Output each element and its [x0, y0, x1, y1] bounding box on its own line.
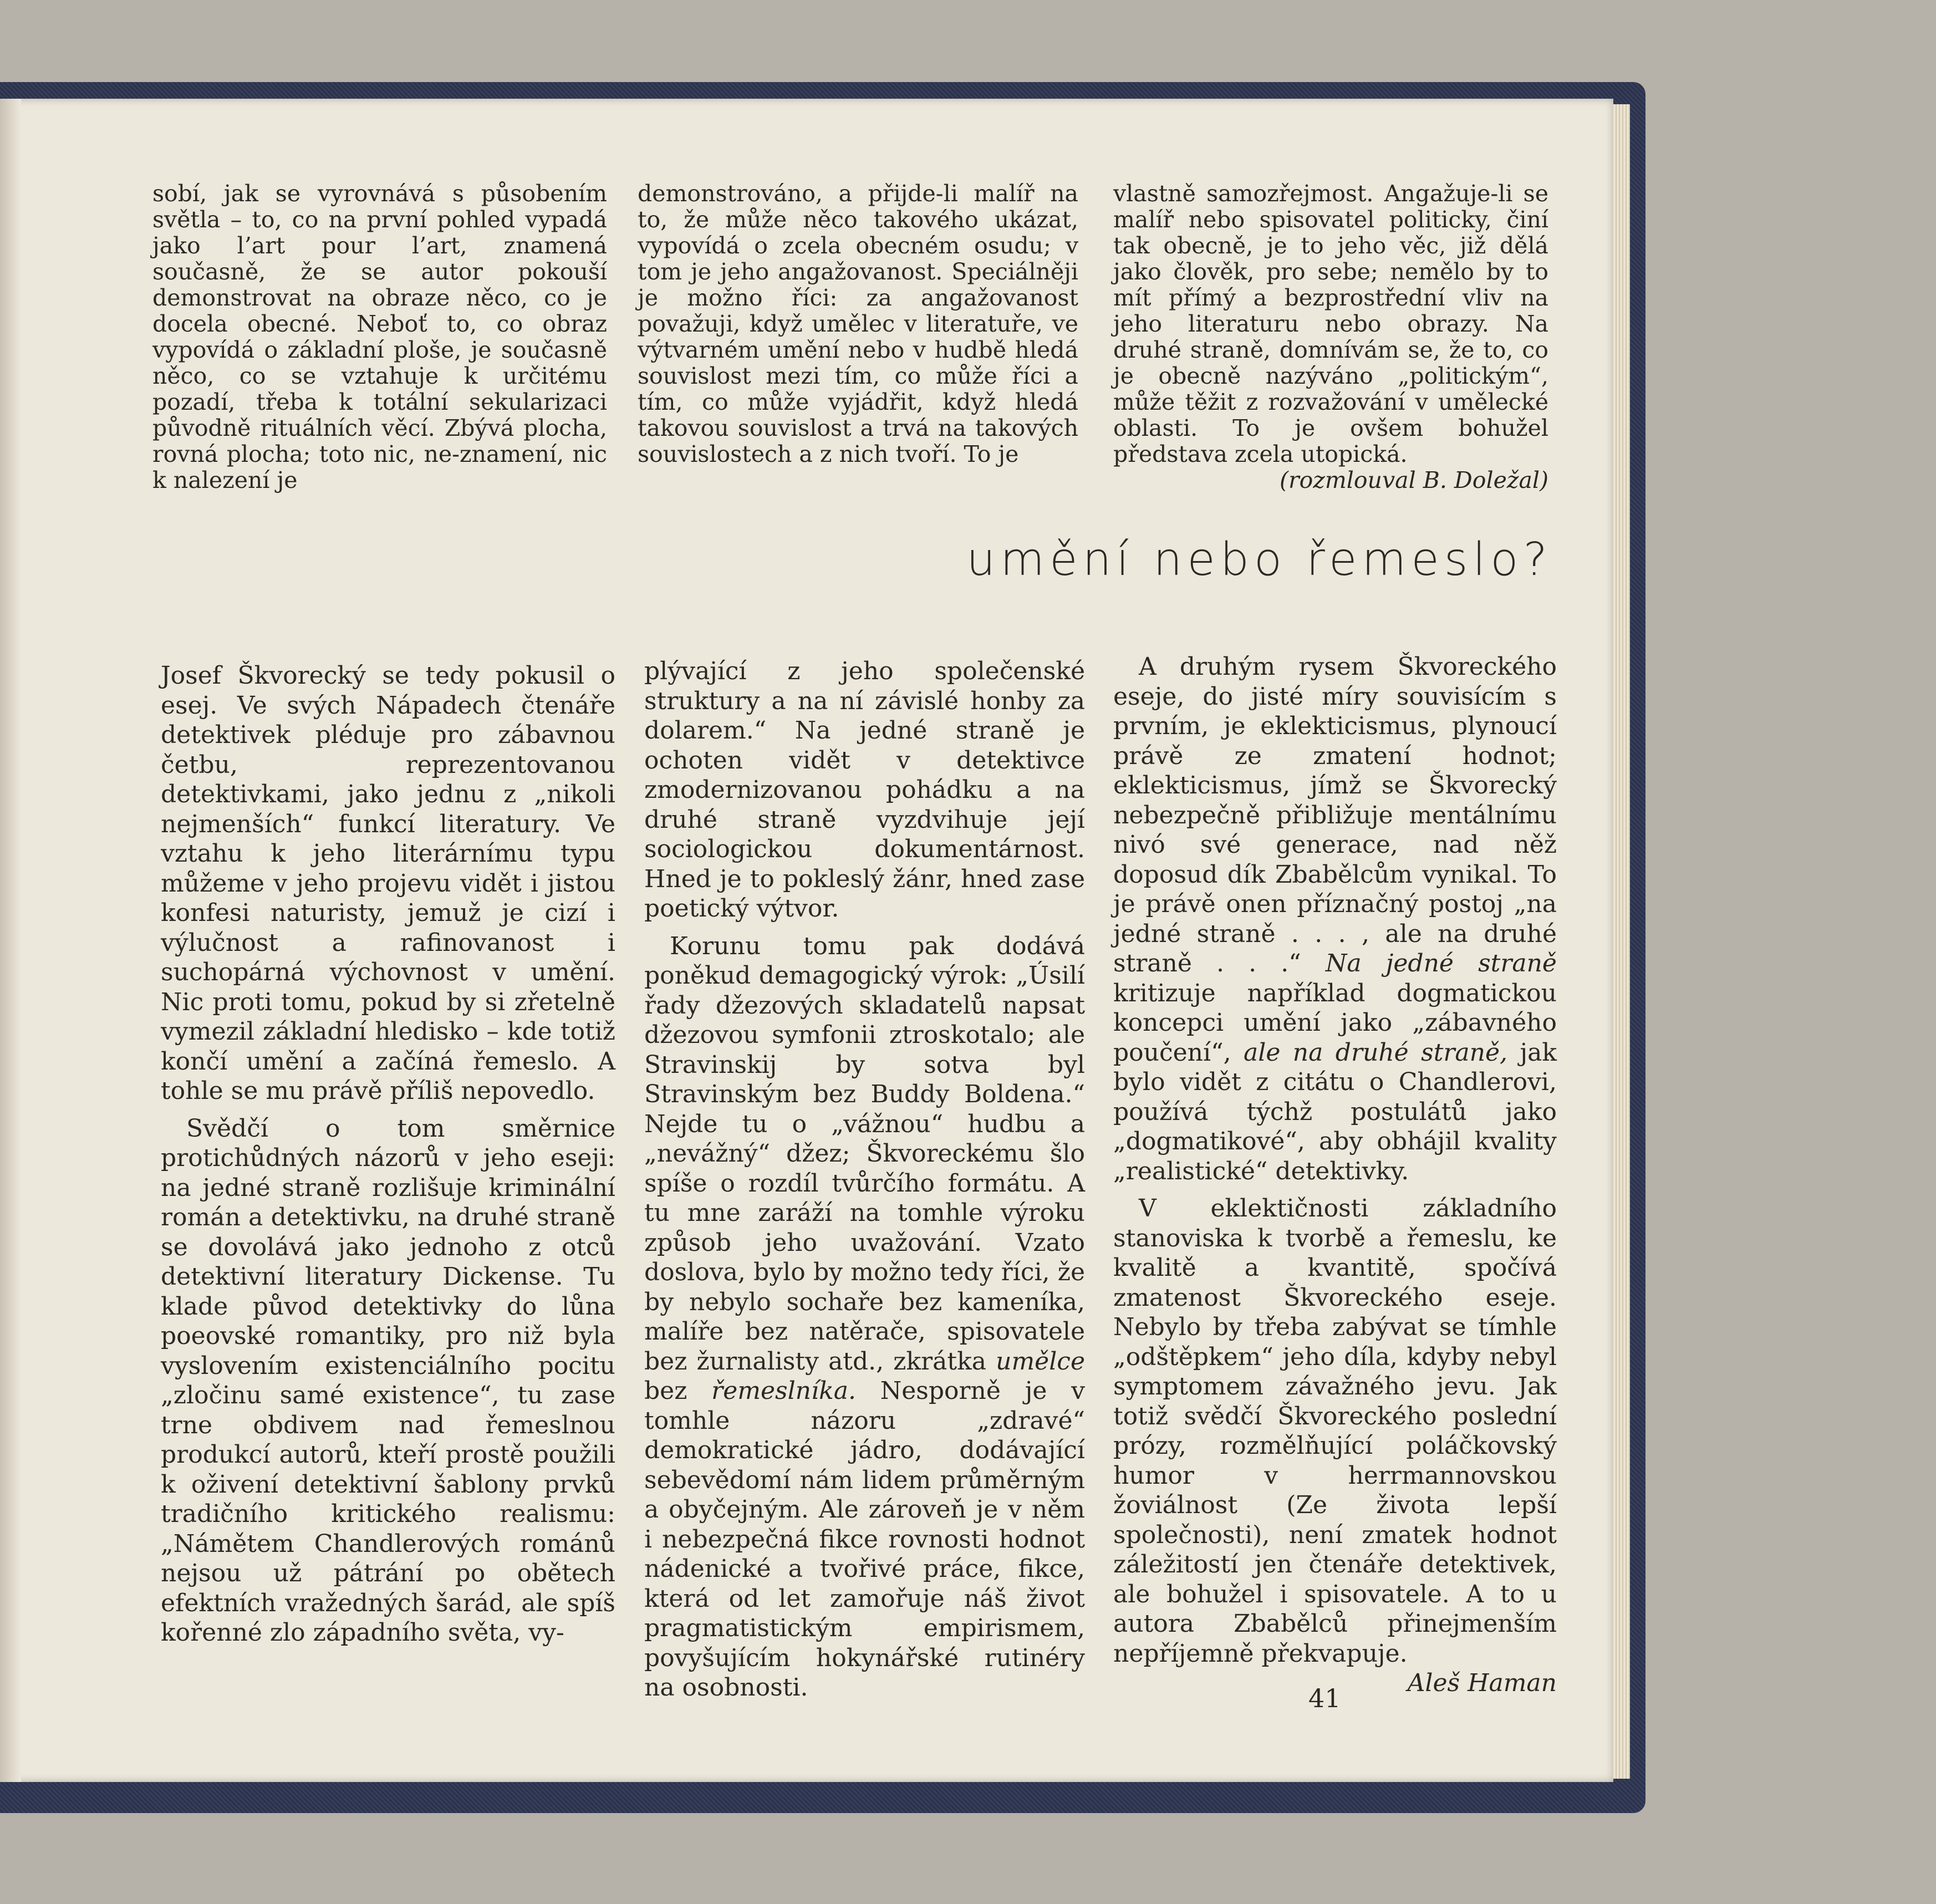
emphasis: Na jedné straně: [1325, 949, 1557, 978]
article-column-2: [644, 656, 1085, 1703]
text-run: bez: [644, 1377, 687, 1405]
interview-text-3: vlastně samozřejmost. Angažuje-li se malíř nebo spisovatel politicky, činí tak obecně, je to jeho věc, již dělá jako člověk, pro sebe; nemělo by to mít přímý a bezprostřední vliv na jeho literaturu nebo obrazy. Na druhé straně, domnívám se, že to, co je obecně nazýváno „politickým“, může těžit z rozvažování v umělecké oblasti. To je ovšem bohužel představa zcela utopická.: [1113, 180, 1548, 467]
emphasis: umělce: [996, 1347, 1085, 1376]
article-paragraph: plývající z jeho společenské struktury a na ní závislé honby za dolarem.“ Na jedné straně je ochoten vidět v detektivce zmodernizovanou pohádku a na druhé straně vyzdvihuje její sociologickou dokumentárnost. Hned je to pokleslý žánr, hned zase poetický výtvor.: [644, 657, 1085, 923]
author-signature: Aleš Haman: [1407, 1669, 1557, 1697]
interview-text-2: demonstrováno, a přijde-li malíř na to, že může něco takového ukázat, vypovídá o zcela obecném osudu; v tom je jeho angažovanost. Speciálněji je možno říci: za angažovanost považuji, když umělec v literatuře, ve výtvarném umění nebo v hudbě hledá souvislost mezi tím, co může říci a tím, co může vyjádřit, když hledá takovou souvislost a trvá na takových souvislostech a z nich tvoří. To je: [638, 180, 1078, 467]
article-headline: umění nebo řemeslo?: [966, 533, 1552, 586]
emphasis: řemeslníka.: [711, 1377, 856, 1405]
text-run: Nesporně je v tomhle názoru „zdravé“ demokratické jádro, dodávající sebevědomí nám lidem průměrným a obyčejným. Ale zároveň je v něm i nebezpečná fikce rovnosti hodnot nádenické a tvořivé práce, fikce, která od let zamořuje náš život pragmatistickým empirismem, povyšujícím hokynářské rutinéry na osobnosti.: [644, 1377, 1085, 1702]
text-run: Korunu tomu pak dodává poněkud demagogický výrok: „Úsilí řady džezových skladatelů napsat džezovou symfonii ztroskotalo; ale Stravinskij by sotva byl Stravinským bez Buddy Boldena.“ Nejde tu o „vážnou“ hudbu a „nevážný“ džez; Škvoreckému šlo spíše o rozdíl tvůrčího formátu. A tu mne zaráží na tomhle výroku způsob jeho uvažování. Vzato doslova, bylo by možno tedy říci, že by nebylo sochaře bez kameníka, malíře bez natěrače, spisovatele bez žurnalisty atd., zkrátka: [644, 931, 1085, 1376]
interview-column-3: [1113, 181, 1548, 493]
article-paragraph: V eklektičnosti základního stanoviska k tvorbě a řemeslu, ke kvalitě a kvantitě, spočívá zmatenost Škvoreckého eseje. Nebylo by třeba zabývat se tímhle „odštěpkem“ jeho díla, kdyby nebyl symptomem závažného jevu. Jak totiž svědčí Škvoreckého poslední prózy, rozmělňující poláčkovský humor v herrmannovskou žoviálnost (Ze života lepší společnosti), není zmatek hodnot záležitostí jen čtenáře detektivek, ale bohužel i spisovatele. A to u autora Zbabělců přinejmenším nepříjemně překvapuje.: [1113, 1194, 1557, 1668]
article-paragraph: Svědčí o tom směrnice protichůdných názorů v jeho eseji: na jedné straně rozlišuje kriminální román a detektivku, na druhé straně se dovolává jako jednoho z otců detektivní literatury Dickense. Tu klade původ detektivky do lůna poeovské romantiky, pro niž byla vyslovením existenciálního pocitu „zločinu samé existence“, tu zase trne obdivem nad řemeslnou produkcí autorů, kteří prostě použili k oživení detektivní šablony prvků tradičního kritického realismu: „Námětem Chandlerových románů nejsou už pátrání po obětech efektních vražedných šarád, ale spíš kořenné zlo západního světa, vy-: [161, 1114, 615, 1647]
interview-text-1: sobí, jak se vyrovnává s působením světla – to, co na první pohled vypadá jako l’art pour l’art, znamená současně, že se autor pokouší demonstrovat na obraze něco, co je docela obecné. Neboť to, co obraz vypovídá o základní ploše, je současně něco, co se vztahuje k určitému pozadí, třeba k totální sekularizaci původně rituálních věcí. Zbývá plocha, rovná plocha; toto nic, ne-znamení, nic k nalezení je: [152, 180, 607, 493]
page-gutter: [0, 99, 21, 1782]
interview-signature: (rozmlouval B. Doležal): [1280, 467, 1548, 493]
article-paragraph: [1113, 652, 1557, 1186]
interview-column-2: [638, 181, 1078, 467]
text-run: A druhým rysem Škvoreckého eseje, do jisté míry souvisícím s prvním, je eklekticismus, plynoucí právě ze zmatení hodnot; eklekticismus, jímž se Škvorecký nebezpečně přibližuje mentálnímu nivó své generace, nad něž doposud dík Zbabělcům vynikal. To je právě onen příznačný postoj „na jedné straně . . . , ale na druhé straně . . .“: [1113, 653, 1557, 978]
text-run: jak bylo vidět z citátu o Chandlerovi, používá týchž postulátů jako „dogmatikové“, aby obhájil kvality „realistické“ detektivky.: [1113, 1038, 1557, 1185]
text-run: kritizuje například dogmatickou koncepci umění jako „zábavného poučení“,: [1113, 979, 1557, 1067]
page-number: 41: [1308, 1683, 1341, 1713]
article-paragraph: Josef Škvorecký se tedy pokusil o esej. Ve svých Nápadech čtenáře detektivek pléduje pro zábavnou četbu, reprezentovanou detektivkami, jako jednu z „nikoli nejmenších“ funkcí literatury. Ve vztahu k jeho literárnímu typu můžeme v jeho projevu vidět i jistou konfesi naturisty, jemuž je cizí i výlučnost a rafinovanost i suchopárná výchovnost v umění. Nic proti tomu, pokud by si zřetelně vymezil základní hledisko – kde totiž končí umění a začíná řemeslo. A tohle se mu právě příliš nepovedlo.: [161, 661, 615, 1105]
article-paragraph: [644, 931, 1085, 1703]
article-column-3: [1113, 652, 1557, 1698]
interview-column-1: [152, 181, 607, 493]
emphasis: ale na druhé straně,: [1244, 1038, 1508, 1067]
article-column-1: [161, 661, 615, 1648]
